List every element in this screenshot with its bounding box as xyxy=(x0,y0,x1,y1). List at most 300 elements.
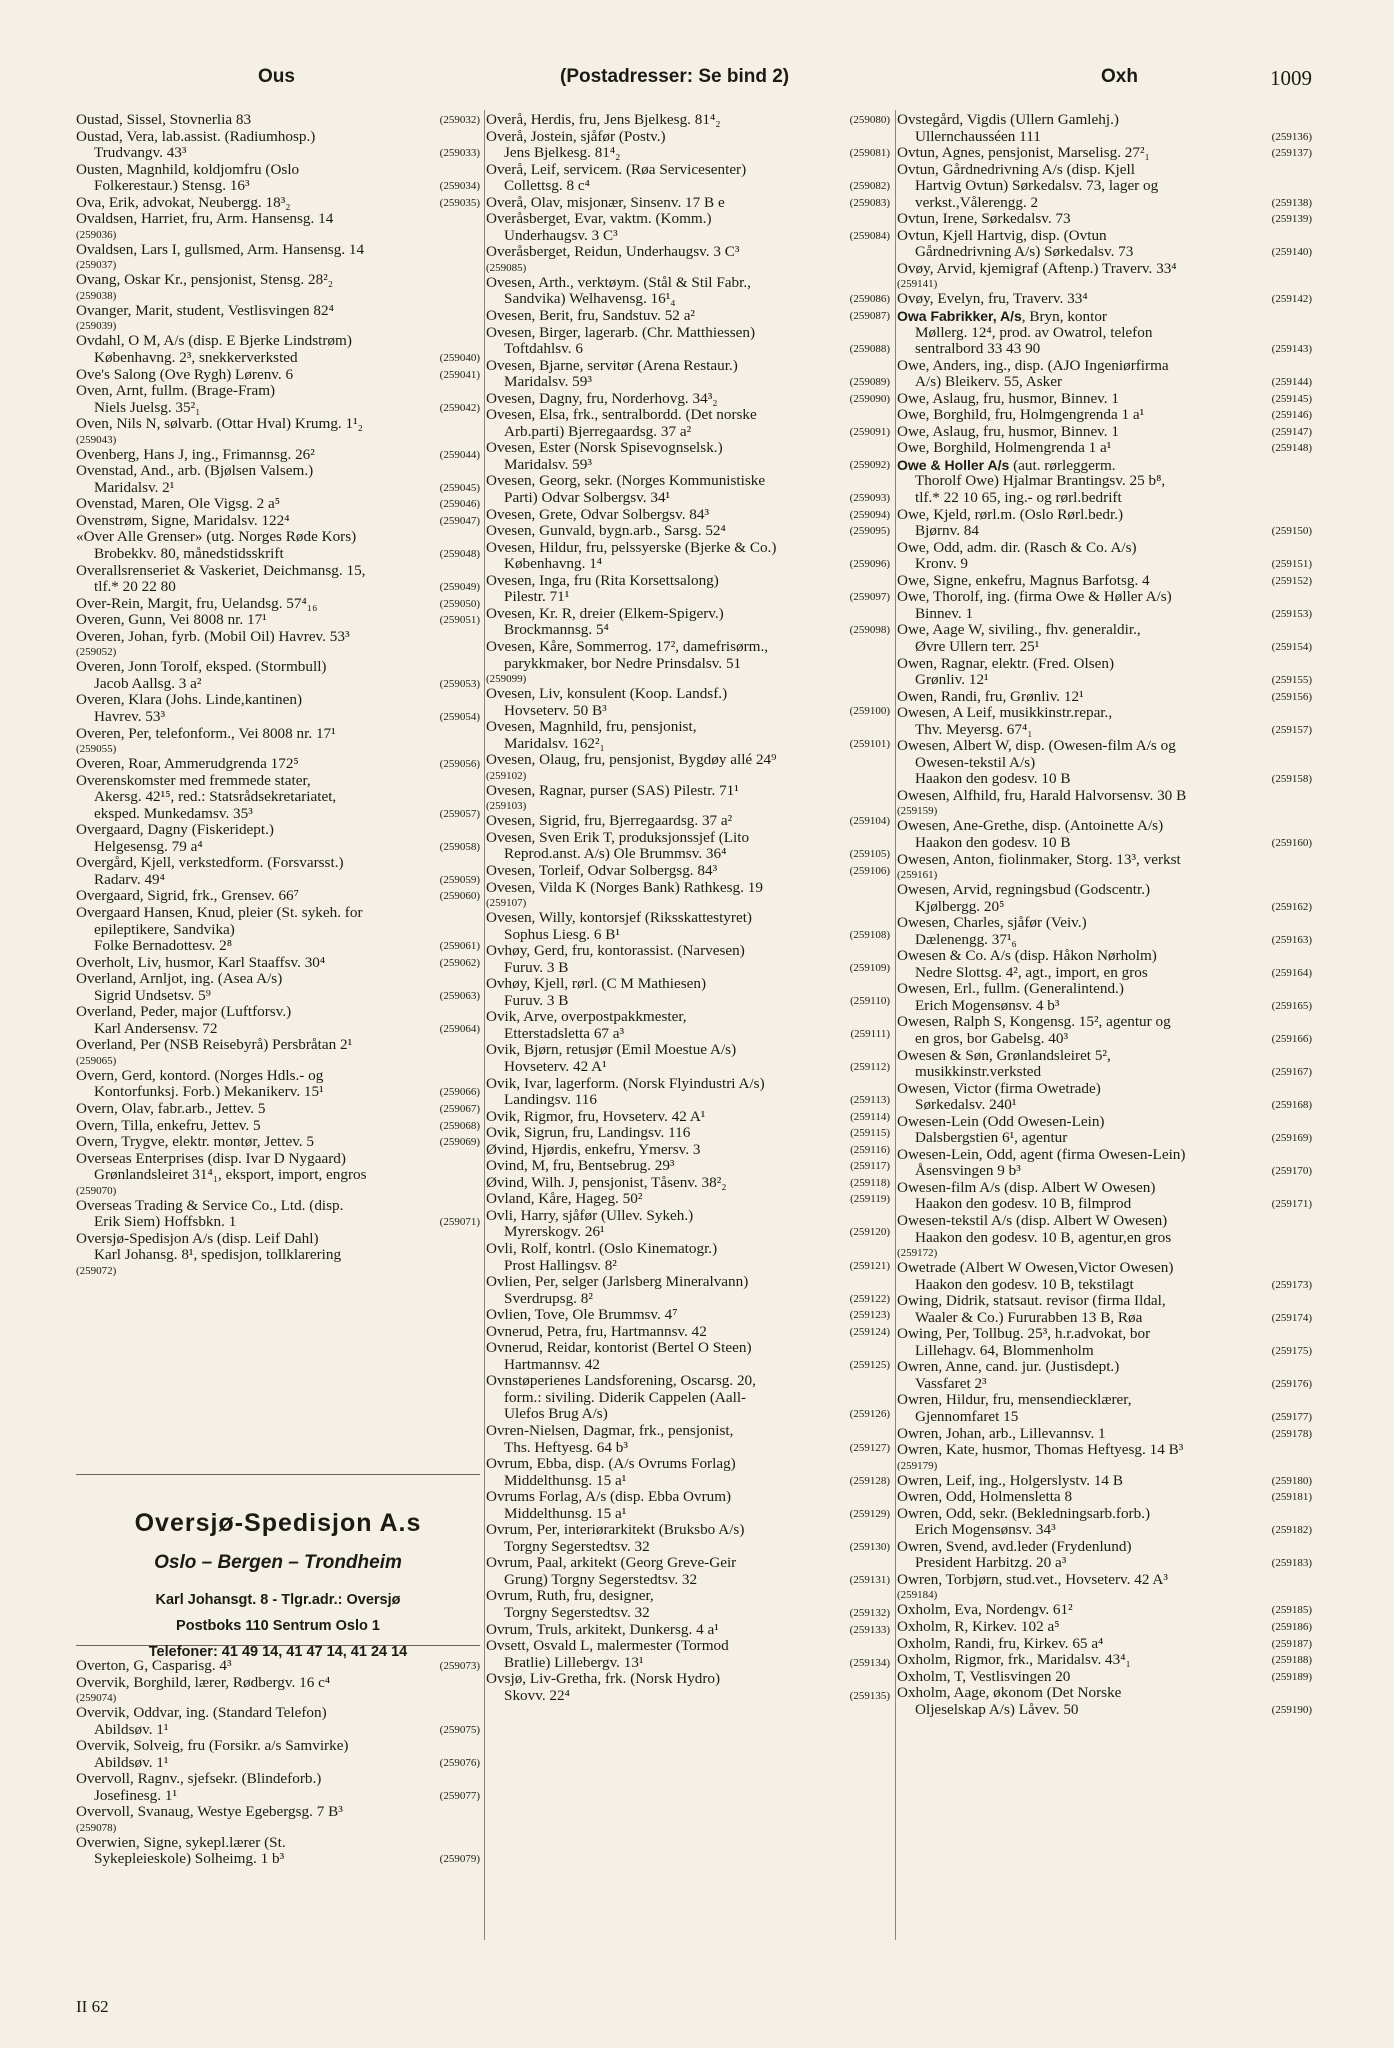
entry-line xyxy=(486,573,890,590)
directory-entry xyxy=(76,563,480,596)
directory-entry xyxy=(897,1619,1312,1636)
entry-line xyxy=(486,1655,890,1672)
entry-text: Sverdrupsg. 8² xyxy=(504,1290,593,1307)
entry-line xyxy=(486,490,890,507)
entry-text: Ovlien, Tove, Ole Brummsv. 4⁷ xyxy=(486,1307,678,1324)
entry-text: Overåsberget, Reidun, Underhaugsv. 3 C³ xyxy=(486,244,740,261)
entry-text: Owe, Borghild, Holmengrenda 1 a¹ xyxy=(897,440,1112,457)
entry-text: Over-Rein, Margit, fru, Uelandsg. 57⁴₁₆ xyxy=(76,595,318,612)
entry-line xyxy=(897,1685,1312,1702)
entry-text: Sigrid Undsetsv. 5⁹ xyxy=(94,987,211,1004)
directory-entry xyxy=(486,783,890,814)
entry-text: Ovenstad, And., arb. (Bjølsen Valsem.) xyxy=(76,463,314,480)
directory-entry xyxy=(897,573,1312,590)
entry-line xyxy=(486,1059,890,1076)
entry-text: Overå, Leif, servicem. (Røa Servicesenter) xyxy=(486,161,747,178)
ad-phones: Telefoner: 41 49 14, 41 47 14, 41 24 14 xyxy=(148,1644,408,1660)
entry-number: (259104) xyxy=(849,815,890,828)
entry-line xyxy=(76,1705,480,1722)
entry-text: Brockmannsg. 5⁴ xyxy=(504,622,609,639)
entry-line xyxy=(76,1771,480,1788)
entry-line xyxy=(76,1658,480,1675)
column-1-top xyxy=(76,112,480,1278)
entry-number: (259043) xyxy=(76,433,117,446)
entry-text: Ovesen, Birger, lagerarb. (Chr. Matthiessen) xyxy=(486,324,756,341)
entry-text: Owa Fabrikker, A/s, Bryn, kontor xyxy=(897,308,1107,325)
entry-text: Ullernchausséen 111 xyxy=(915,128,1041,145)
entry-text: Ovstegård, Vigdis (Ullern Gamlehj.) xyxy=(897,112,1119,128)
entry-number: (259189) xyxy=(1271,1670,1312,1683)
directory-entry xyxy=(486,112,890,129)
directory-entry xyxy=(76,1068,480,1101)
entry-number: (259070) xyxy=(76,1184,117,1197)
directory-entry xyxy=(486,1555,890,1588)
entry-line xyxy=(897,899,1312,916)
entry-text: Ovenberg, Hans J, ing., Frimannsg. 26² xyxy=(76,446,315,463)
entry-text: Owren, Leif, ing., Holgerslystv. 14 B xyxy=(897,1472,1123,1489)
entry-number: (259127) xyxy=(849,1441,890,1454)
column-3 xyxy=(897,112,1312,1718)
entry-text: Ousten, Magnhild, koldjomfru (Oslo xyxy=(76,161,300,178)
entry-line xyxy=(76,773,480,790)
entry-number: (259141) xyxy=(897,278,938,291)
entry-line xyxy=(486,960,890,977)
entry-line xyxy=(76,1804,480,1821)
entry-line xyxy=(486,976,890,993)
entry-number: (259144) xyxy=(1271,376,1312,389)
directory-entry xyxy=(486,910,890,943)
entry-text: Owe, Borghild, fru, Holmgengrenda 1 a¹ xyxy=(897,407,1145,424)
entry-line xyxy=(897,195,1312,212)
directory-entry xyxy=(897,1213,1312,1260)
entry-line xyxy=(897,1014,1312,1031)
entry-number: (259094) xyxy=(849,508,890,521)
entry-text: Oxholm, T, Vestlisvingen 20 xyxy=(897,1668,1071,1685)
entry-number: (259048) xyxy=(439,548,480,561)
entry-line xyxy=(486,656,890,673)
directory-entry xyxy=(486,325,890,358)
entry-line xyxy=(76,1021,480,1038)
entry-text: Helgesensg. 79 a⁴ xyxy=(94,838,203,855)
entry-line xyxy=(486,228,890,245)
entry-line xyxy=(897,755,1312,772)
entry-number: (259158) xyxy=(1271,773,1312,786)
entry-line xyxy=(486,244,890,261)
entry-number: (259053) xyxy=(439,677,480,690)
header-left: Ous xyxy=(258,66,295,87)
entry-number: (259159) xyxy=(897,805,938,818)
header-center: (Postadresser: Se bind 2) xyxy=(560,66,790,87)
entry-number: (259073) xyxy=(439,1660,480,1672)
entry-line xyxy=(486,846,890,863)
directory-entry xyxy=(897,981,1312,1014)
directory-entry xyxy=(486,752,890,783)
entry-line xyxy=(486,813,890,830)
directory-entry xyxy=(897,1539,1312,1572)
entry-number: (259170) xyxy=(1271,1165,1312,1178)
entry-number: (259147) xyxy=(1271,425,1312,438)
entry-number: (259097) xyxy=(849,591,890,604)
entry-number: (259112) xyxy=(850,1060,890,1073)
directory-entry xyxy=(76,1151,480,1198)
entry-line xyxy=(76,162,480,179)
directory-entry xyxy=(76,1101,480,1118)
entry-number: (259136) xyxy=(1271,130,1312,143)
entry-line xyxy=(486,1423,890,1440)
entry-number: (259114) xyxy=(850,1110,890,1123)
directory-entry xyxy=(486,1175,890,1192)
entry-text: Owesen, Arvid, regningsbud (Godscentr.) xyxy=(897,882,1151,899)
directory-entry xyxy=(897,457,1312,507)
entry-line xyxy=(897,1163,1312,1180)
entry-line xyxy=(897,391,1312,408)
entry-text: Owesen, Erl., fullm. (Generalintend.) xyxy=(897,981,1124,998)
entry-number: (259173) xyxy=(1271,1278,1312,1291)
entry-line xyxy=(897,622,1312,639)
entry-text: Torgny Segerstedtsv. 32 xyxy=(504,1538,650,1555)
entry-line xyxy=(897,932,1312,949)
entry-line xyxy=(897,1343,1312,1360)
entry-text: musikkinstr.verksted xyxy=(915,1064,1042,1081)
entry-text: Oxholm, Rigmor, frk., Maridalsv. 43⁴₁ xyxy=(897,1652,1131,1669)
entry-line xyxy=(897,1442,1312,1459)
entry-line xyxy=(897,1522,1312,1539)
entry-text: Overå, Jostein, sjåfør (Postv.) xyxy=(486,128,666,145)
entry-line xyxy=(76,1835,480,1852)
entry-line xyxy=(76,1755,480,1772)
entry-number: (259076) xyxy=(439,1756,480,1769)
entry-line xyxy=(486,1357,890,1374)
entry-line xyxy=(897,1180,1312,1197)
directory-entry xyxy=(897,112,1312,145)
entry-text: Haakon den godesv. 10 B xyxy=(915,771,1071,788)
entry-text: Ovesen, Kåre, Sommerrog. 17², damefrisørm., xyxy=(486,638,769,655)
entry-text: en gros, bor Gabelsg. 40³ xyxy=(915,1030,1069,1047)
entry-number: (259033) xyxy=(439,147,480,160)
entry-line xyxy=(486,1489,890,1506)
entry-text: Ovtun, Gårdnedrivning A/s (disp. Kjell xyxy=(897,161,1135,178)
entry-text: Abildsøv. 1¹ xyxy=(94,1721,169,1738)
entry-number: (259041) xyxy=(439,368,480,381)
entry-text: Owesen-tekstil A/s (disp. Albert W Owesen) xyxy=(897,1213,1168,1229)
entry-line xyxy=(897,1293,1312,1310)
entry-text: Owren, Torbjørn, stud.vet., Hovseterv. 42 A³ xyxy=(897,1571,1168,1588)
entry-number: (259146) xyxy=(1271,409,1312,422)
entry-line xyxy=(486,1588,890,1605)
entry-line xyxy=(897,818,1312,835)
entry-text: Gjennomfaret 15 xyxy=(915,1409,1019,1426)
entry-number: (259166) xyxy=(1271,1032,1312,1045)
entry-text: Ovrum, Truls, arkitekt, Dunkersg. 4 a¹ xyxy=(486,1621,719,1638)
entry-line xyxy=(897,1619,1312,1636)
entry-text: Ovesen, Vilda K (Norges Bank) Rathkesg. 19 xyxy=(486,879,763,896)
entry-line xyxy=(897,722,1312,739)
directory-entry xyxy=(76,211,480,242)
entry-line xyxy=(897,556,1312,573)
entry-text: Ovesen, Elsa, frk., sentralbordd. (Det norske xyxy=(486,407,757,424)
directory-entry xyxy=(76,1134,480,1151)
entry-line xyxy=(897,129,1312,146)
entry-number: (259187) xyxy=(1271,1637,1312,1650)
entry-text: Overå, Olav, misjonær, Sinsenv. 17 B e xyxy=(486,194,725,211)
entry-line xyxy=(76,367,480,384)
directory-entry xyxy=(76,1658,480,1675)
entry-text: Hovseterv. 50 B³ xyxy=(504,702,607,719)
entry-line xyxy=(76,400,480,417)
entry-line xyxy=(76,1004,480,1021)
page-footer: II 62 xyxy=(76,1997,109,2016)
entry-line xyxy=(76,888,480,905)
entry-text: Ovesen, Grete, Odvar Solbergsv. 84³ xyxy=(486,506,710,523)
entry-number: (259058) xyxy=(439,840,480,853)
entry-line xyxy=(486,1456,890,1473)
entry-text: Ovik, Bjørn, retusjør (Emil Moestue A/s) xyxy=(486,1042,737,1059)
entry-text: Middelthunsg. 15 a¹ xyxy=(504,1472,627,1489)
entry-line xyxy=(486,1539,890,1556)
entry-line xyxy=(897,1539,1312,1556)
entry-number: (259126) xyxy=(849,1408,890,1421)
entry-line xyxy=(897,965,1312,982)
entry-number: (259101) xyxy=(849,737,890,750)
entry-text: Overen, Johan, fyrb. (Mobil Oil) Havrev. 53³ xyxy=(76,628,350,645)
entry-text: Københavng. 1⁴ xyxy=(504,556,603,573)
entry-number: (259049) xyxy=(439,581,480,594)
entry-number: (259096) xyxy=(849,558,890,571)
entry-line xyxy=(486,1191,890,1208)
entry-number: (259072) xyxy=(76,1264,117,1277)
entry-number: (259119) xyxy=(850,1193,890,1206)
entry-number: (259074) xyxy=(76,1692,117,1705)
directory-entry xyxy=(897,291,1312,308)
entry-line xyxy=(486,1572,890,1589)
entry-line xyxy=(486,1688,890,1705)
directory-entry xyxy=(897,705,1312,738)
directory-entry xyxy=(76,905,480,955)
ad-cities: Oslo – Bergen – Trondheim xyxy=(154,1552,402,1573)
entry-line xyxy=(897,1147,1312,1164)
entry-line xyxy=(76,242,480,259)
entry-text: Owesen, A Leif, musikkinstr.repar., xyxy=(897,705,1113,722)
directory-entry xyxy=(76,529,480,562)
entry-text: Overland, Arnljot, ing. (Asea A/s) xyxy=(76,971,283,988)
directory-entry xyxy=(486,1142,890,1159)
entry-number: (259036) xyxy=(76,228,117,241)
entry-number: (259042) xyxy=(439,401,480,414)
entry-number: (259109) xyxy=(849,961,890,974)
entry-number: (259107) xyxy=(486,897,527,910)
entry-number: (259137) xyxy=(1271,147,1312,160)
entry-number: (259124) xyxy=(849,1325,890,1338)
directory-entry xyxy=(76,513,480,530)
entry-number: (259179) xyxy=(897,1459,938,1472)
entry-number: (259069) xyxy=(439,1136,480,1149)
entry-text: Hovseterv. 42 A¹ xyxy=(504,1058,607,1075)
entry-text: tlf.* 22 10 65, ing.- og rørl.bedrift xyxy=(915,490,1122,507)
entry-number: (259088) xyxy=(849,343,890,356)
directory-entry xyxy=(76,971,480,1004)
directory-entry xyxy=(486,358,890,391)
entry-number: (259038) xyxy=(76,289,117,302)
entry-text: Hartvig Ovtun) Sørkedalsv. 73, lager og xyxy=(915,178,1159,195)
entry-number: (259123) xyxy=(849,1309,890,1322)
entry-number: (259092) xyxy=(849,458,890,471)
entry-line xyxy=(76,129,480,146)
entry-line xyxy=(76,988,480,1005)
entry-text: Lillehagv. 64, Blommenholm xyxy=(915,1342,1094,1359)
entry-number: (259128) xyxy=(849,1474,890,1487)
entry-line xyxy=(486,507,890,524)
entry-text: Overen, Gunn, Vei 8008 nr. 17¹ xyxy=(76,612,267,629)
entry-line xyxy=(897,1602,1312,1619)
entry-number: (259180) xyxy=(1271,1474,1312,1487)
entry-line xyxy=(76,629,480,646)
advertisement xyxy=(76,1474,480,1660)
entry-number: (259120) xyxy=(849,1226,890,1239)
directory-entry xyxy=(76,1037,480,1068)
directory-entry xyxy=(897,1489,1312,1506)
entry-text: Ovik, Sigrun, fru, Landingsv. 116 xyxy=(486,1125,691,1142)
directory-entry xyxy=(897,1685,1312,1718)
entry-line xyxy=(486,1522,890,1539)
entry-text: Owren, Svend, avd.leder (Frydenlund) xyxy=(897,1538,1132,1555)
entry-line xyxy=(897,1426,1312,1443)
entry-line xyxy=(486,1076,890,1093)
entry-text: Ovesen, Bjarne, servitør (Arena Restaur.) xyxy=(486,357,738,374)
entry-text: form.: siviling. Diderik Cappelen (Aall- xyxy=(504,1389,747,1406)
entry-line xyxy=(897,457,1312,474)
entry-line xyxy=(76,383,480,400)
entry-line xyxy=(486,1042,890,1059)
directory-entry xyxy=(486,1274,890,1307)
entry-line xyxy=(486,145,890,162)
entry-line xyxy=(76,303,480,320)
entry-text: Ovanger, Marit, student, Vestlisvingen 82⁴ xyxy=(76,302,334,319)
entry-number: (259117) xyxy=(850,1160,890,1173)
entry-number: (259090) xyxy=(849,392,890,405)
entry-number: (259044) xyxy=(439,448,480,461)
entry-number: (259040) xyxy=(439,352,480,365)
entry-text: Owe, Thorolf, ing. (firma Owe & Høller A/s) xyxy=(897,589,1172,606)
entry-text: Owing, Per, Tollbug. 25³, h.r.advokat, bor xyxy=(897,1326,1151,1343)
entry-text: Overseas Enterprises (disp. Ivar D Nygaard) xyxy=(76,1150,346,1167)
entry-text: Prost Hallingsv. 8² xyxy=(504,1257,617,1274)
entry-text: Karl Andersensv. 72 xyxy=(94,1020,218,1037)
entry-number: (259183) xyxy=(1271,1557,1312,1570)
entry-text: Ovik, Ivar, lagerform. (Norsk Flyindustri A/s) xyxy=(486,1075,765,1092)
directory-entry xyxy=(897,1326,1312,1359)
entry-number: (259129) xyxy=(849,1507,890,1520)
entry-number: (259133) xyxy=(849,1623,890,1636)
directory-entry xyxy=(897,1260,1312,1293)
entry-number: (259153) xyxy=(1271,607,1312,620)
entry-text: Myrerskogv. 26¹ xyxy=(504,1224,605,1241)
entry-line xyxy=(897,1572,1312,1589)
entry-text: Ovesen, Dagny, fru, Norderhovg. 34³₂ xyxy=(486,390,718,407)
entry-number: (259056) xyxy=(439,758,480,771)
entry-number: (259188) xyxy=(1271,1654,1312,1667)
entry-line xyxy=(76,1068,480,1085)
entry-text: epileptikere, Sandvika) xyxy=(94,921,235,938)
entry-text: Erich Mogensønsv. 4 b³ xyxy=(915,997,1060,1014)
entry-text: Jacob Aallsg. 3 a² xyxy=(94,675,202,692)
entry-number: (259079) xyxy=(439,1853,480,1866)
entry-number: (259139) xyxy=(1271,213,1312,226)
entry-text: Vassfaret 2³ xyxy=(915,1375,987,1392)
entry-text: Overland, Per (NSB Reisebyrå) Persbråtan 2¹ xyxy=(76,1037,353,1054)
entry-number: (259037) xyxy=(76,259,117,272)
entry-line xyxy=(76,756,480,773)
entry-line xyxy=(486,1009,890,1026)
directory-entry xyxy=(897,1636,1312,1653)
entry-line xyxy=(897,540,1312,557)
entry-number: (259063) xyxy=(439,989,480,1002)
entry-line xyxy=(897,1359,1312,1376)
entry-text: Oven, Nils N, sølvarb. (Ottar Hval) Krumg. 1¹₂ xyxy=(76,416,363,433)
entry-number: (259059) xyxy=(439,873,480,886)
entry-text: Owesen & Co. A/s (disp. Håkon Nørholm) xyxy=(897,948,1157,965)
entry-number: (259125) xyxy=(849,1358,890,1371)
directory-entry xyxy=(486,1158,890,1175)
entry-line xyxy=(76,1134,480,1151)
entry-text: Owesen, Albert W, disp. (Owesen-film A/s og xyxy=(897,738,1176,755)
entry-line xyxy=(486,341,890,358)
entry-line xyxy=(486,1109,890,1126)
entry-number: (259178) xyxy=(1271,1427,1312,1440)
entry-text: Ovhøy, Gerd, fru, kontorassist. (Narvesen) xyxy=(486,943,745,960)
entry-line xyxy=(486,863,890,880)
entry-line xyxy=(76,1198,480,1215)
entry-line xyxy=(486,1092,890,1109)
entry-text: Ovesen, Olaug, fru, pensjonist, Bygdøy allé 24⁹ xyxy=(486,752,777,769)
entry-line xyxy=(897,261,1312,278)
directory-entry xyxy=(486,275,890,308)
entry-line xyxy=(486,195,890,212)
entry-number: (259181) xyxy=(1271,1491,1312,1504)
entry-text: Ovøy, Arvid, kjemigraf (Aftenp.) Traverv. 33⁴ xyxy=(897,260,1177,277)
entry-text: Overgaard, Sigrid, frk., Grensev. 66⁷ xyxy=(76,888,299,905)
entry-number: (259185) xyxy=(1271,1604,1312,1617)
entry-number: (259182) xyxy=(1271,1524,1312,1537)
entry-text: Ovtun, Agnes, pensjonist, Marselisg. 27²₁ xyxy=(897,145,1150,162)
directory-entry xyxy=(76,162,480,195)
entry-line xyxy=(76,855,480,872)
entry-text: Overn, Gerd, kontord. (Norges Hdls.- og xyxy=(76,1067,324,1084)
entry-number: (259155) xyxy=(1271,674,1312,687)
entry-line xyxy=(486,291,890,308)
entry-text: Skovv. 22⁴ xyxy=(504,1687,570,1704)
entry-text: Owesen, Ralph S, Kongensg. 15², agentur og xyxy=(897,1014,1171,1031)
directory-entry xyxy=(897,1669,1312,1686)
entry-number: (259095) xyxy=(849,525,890,538)
entry-text: Oljeselskap A/s) Låvev. 50 xyxy=(915,1701,1079,1718)
entry-text: Ovesen, Torleif, Odvar Solbergsg. 84³ xyxy=(486,862,718,879)
entry-line xyxy=(486,703,890,720)
entry-line xyxy=(486,752,890,769)
entry-line xyxy=(76,839,480,856)
entry-line xyxy=(897,882,1312,899)
entry-line xyxy=(76,579,480,596)
entry-line xyxy=(76,822,480,839)
entry-text: Ovesen, Ester (Norsk Spisevognselsk.) xyxy=(486,440,723,457)
entry-text: Parti) Odvar Solbergsv. 34¹ xyxy=(504,490,671,507)
entry-text: Sandvika) Welhavensg. 16¹₄ xyxy=(504,291,676,308)
directory-entry xyxy=(76,1231,480,1278)
entry-text: Grung) Torgny Segerstedtsv. 32 xyxy=(504,1571,698,1588)
entry-line xyxy=(486,622,890,639)
entry-number: (259057) xyxy=(439,807,480,820)
directory-entry xyxy=(486,1307,890,1324)
entry-number: (259077) xyxy=(439,1789,480,1802)
